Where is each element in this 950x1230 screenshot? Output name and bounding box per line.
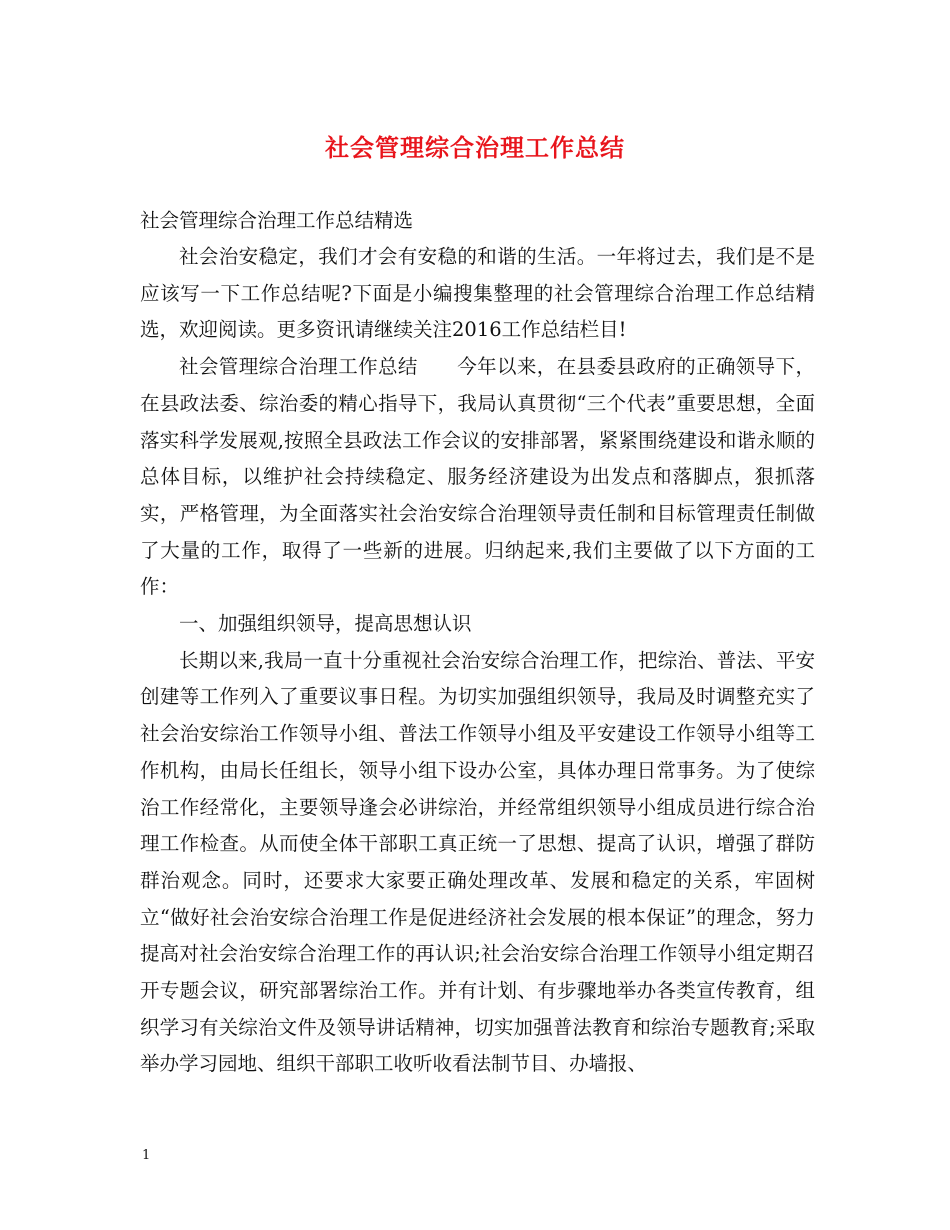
document-subtitle: 社会管理综合治理工作总结精选 <box>140 209 414 232</box>
page-number: 1 <box>142 1148 151 1163</box>
summary-heading: 社会管理综合治理工作总结 <box>179 355 418 379</box>
summary-text: 今年以来，在县委县政府的正确领导下，在县政法委、综治委的精心指导下，我局认真贯彻“三个代表”重要思想，全面落实科学发展观,按照全县政法工作会议的安排部署，紧紧围绕建设和谐永顺的总体目标，以维护社会持续稳定、服务经济建设为出发点和落脚点，狠抓落实，严格管理，为全面落实社会治安综合治理领导责任制和目标管理责任制做了大量的工作，取得了一些新的进展。归纳起来,我们主要做了以下方面的工作： <box>140 355 815 599</box>
summary-paragraph <box>140 349 815 606</box>
document-title: 社会管理综合治理工作总结 <box>325 133 625 162</box>
document-body <box>140 202 815 1083</box>
section-1-heading: 一、加强组织领导，提高思想认识 <box>179 612 472 636</box>
intro-paragraph: 社会治安稳定，我们才会有安稳的和谐的生活。一年将过去，我们是不是应该写一下工作总结呢?下面是小编搜集整理的社会管理综合治理工作总结精选，欢迎阅读。更多资讯请继续关注2016工作总结栏目! <box>140 245 815 342</box>
section-1-paragraph: 长期以来,我局一直十分重视社会治安综合治理工作，把综治、普法、平安创建等工作列入了重要议事日程。为切实加强组织领导，我局及时调整充实了社会治安综治工作领导小组、普法工作领导小组及平安建设工作领导小组等工作机构，由局长任组长，领导小组下设办公室，具体办理日常事务。为了使综治工作经常化，主要领导逢会必讲综治，并经常组织领导小组成员进行综合治理工作检查。从而使全体干部职工真正统一了思想、提高了认识，增强了群防群治观念。同时，还要求大家要正确处理改革、发展和稳定的关系，牢固树立“做好社会治安综合治理工作是促进经济社会发展的根本保证”的理念，努力提高对社会治安综合治理工作的再认识;社会治安综合治理工作领导小组定期召开专题会议，研究部署综治工作。并有计划、有步骤地举办各类宣传教育，组织学习有关综治文件及领导讲话精神，切实加强普法教育和综治专题教育;采取举办学习园地、组织干部职工收听收看法制节目、办墙报、 <box>140 648 815 1076</box>
